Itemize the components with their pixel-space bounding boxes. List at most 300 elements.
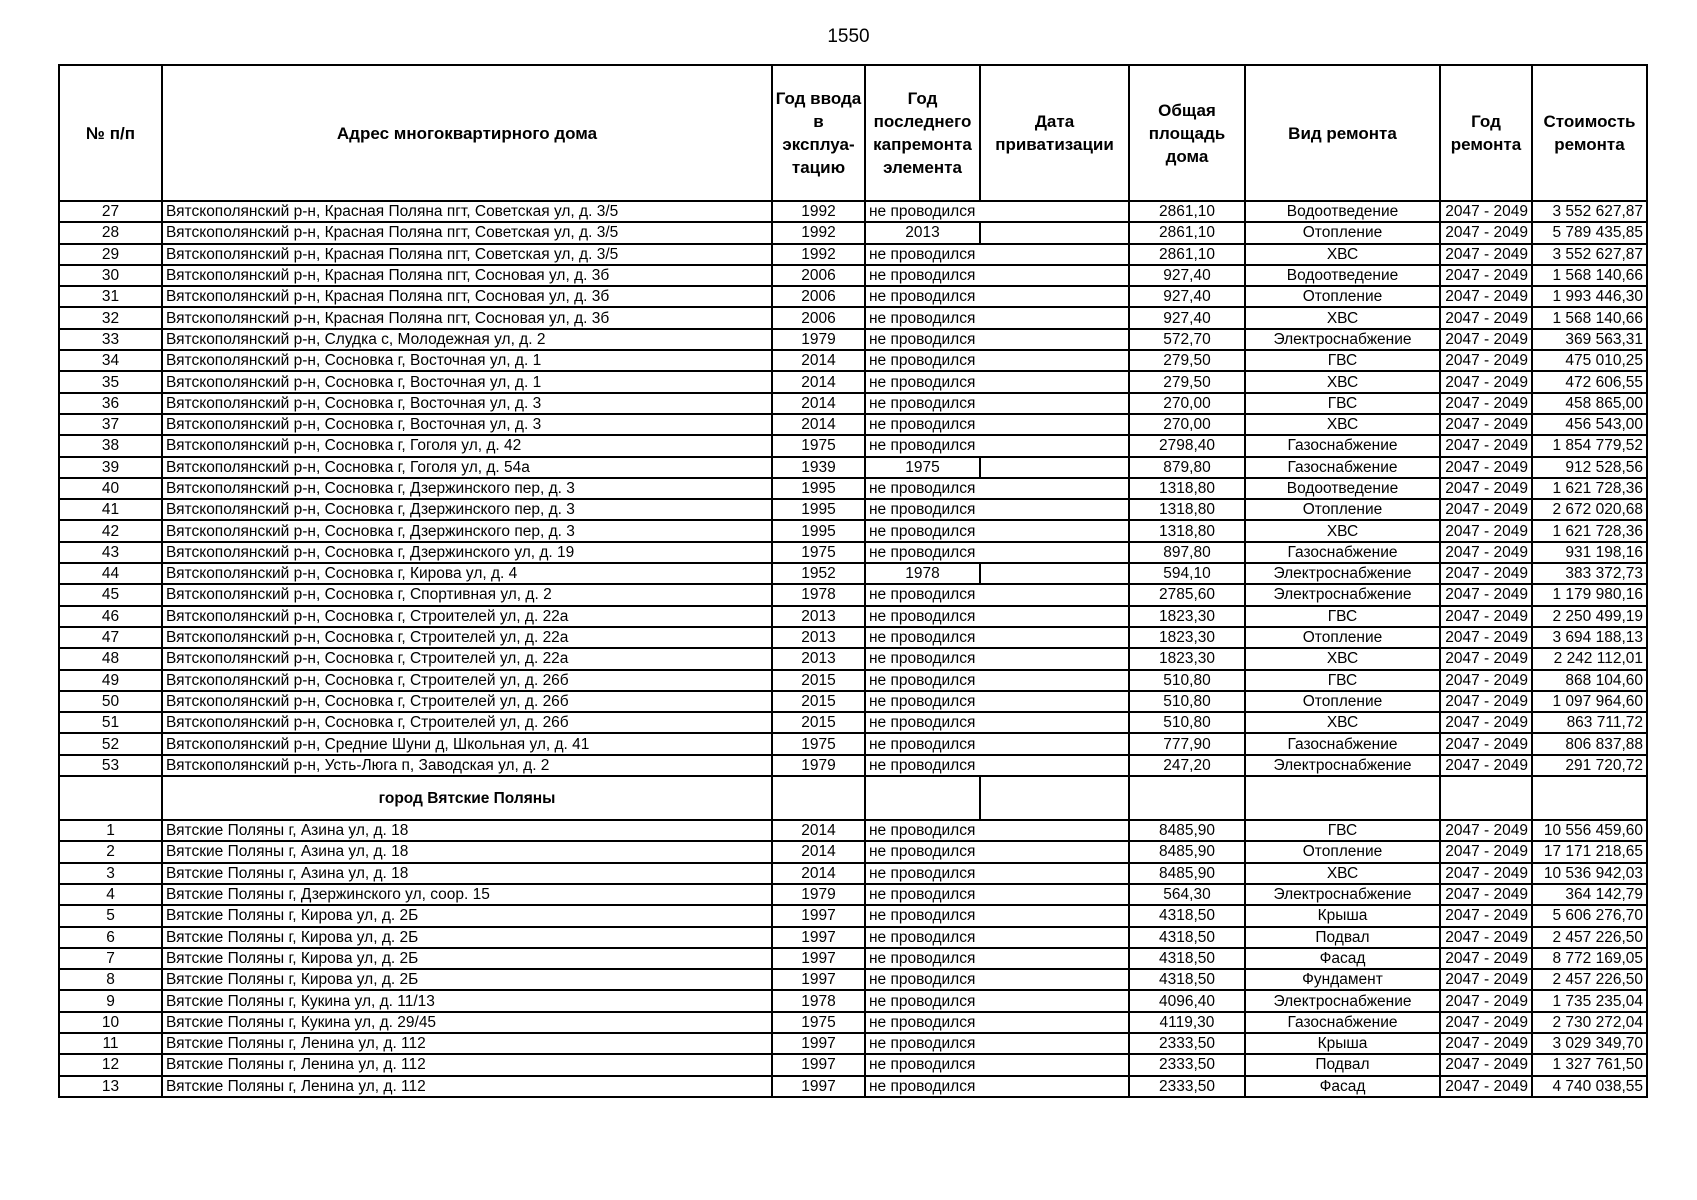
row-address: Вятскополянский р-н, Сосновка г, Строителей ул, д. 22а [162, 606, 772, 627]
row-last-repair: не проводился [865, 1054, 980, 1075]
row-num: 45 [59, 584, 162, 605]
header-year-last-repair: Год последнего капремонта элемента [865, 65, 980, 201]
row-repair-type: ХВС [1245, 648, 1440, 669]
row-last-repair: не проводился [865, 820, 980, 841]
row-address: Вятские Поляны г, Кирова ул, д. 2Б [162, 905, 772, 926]
row-address: Вятскополянский р-н, Красная Поляна пгт, Советская ул, д. 3/5 [162, 201, 772, 222]
row-repair-type: Водоотведение [1245, 265, 1440, 286]
row-area: 2861,10 [1129, 201, 1245, 222]
row-area: 564,30 [1129, 884, 1245, 905]
row-num: 43 [59, 542, 162, 563]
section-empty-cell [1129, 776, 1245, 820]
row-area: 777,90 [1129, 733, 1245, 754]
row-privatization [980, 948, 1129, 969]
row-last-repair: не проводился [865, 648, 980, 669]
row-area: 270,00 [1129, 414, 1245, 435]
row-num: 44 [59, 563, 162, 584]
table-row [59, 691, 1647, 712]
row-address: Вятские Поляны г, Кирова ул, д. 2Б [162, 948, 772, 969]
row-last-repair: не проводился [865, 286, 980, 307]
row-year-built: 1978 [772, 584, 865, 605]
row-address: Вятские Поляны г, Кукина ул, д. 11/13 [162, 990, 772, 1011]
header-total-area: Общая площадь дома [1129, 65, 1245, 201]
row-area: 2333,50 [1129, 1076, 1245, 1097]
row-last-repair: 1978 [865, 563, 980, 584]
row-area: 2798,40 [1129, 435, 1245, 456]
row-repair-type: Отопление [1245, 691, 1440, 712]
row-repair-year: 2047 - 2049 [1440, 520, 1532, 541]
row-area: 4318,50 [1129, 948, 1245, 969]
row-cost: 458 865,00 [1532, 393, 1647, 414]
row-privatization [980, 371, 1129, 392]
table-row [59, 499, 1647, 520]
row-area: 1318,80 [1129, 499, 1245, 520]
row-repair-year: 2047 - 2049 [1440, 820, 1532, 841]
table-row [59, 1054, 1647, 1075]
row-year-built: 1997 [772, 905, 865, 926]
row-last-repair: не проводился [865, 670, 980, 691]
row-area: 927,40 [1129, 307, 1245, 328]
row-num: 41 [59, 499, 162, 520]
row-area: 4318,50 [1129, 905, 1245, 926]
row-num: 1 [59, 820, 162, 841]
row-privatization [980, 1076, 1129, 1097]
row-cost: 931 198,16 [1532, 542, 1647, 563]
table-row [59, 542, 1647, 563]
row-repair-type: Отопление [1245, 222, 1440, 243]
table-row [59, 1076, 1647, 1097]
row-cost: 806 837,88 [1532, 733, 1647, 754]
row-repair-year: 2047 - 2049 [1440, 1076, 1532, 1097]
row-last-repair: не проводился [865, 755, 980, 776]
row-address: Вятские Поляны г, Азина ул, д. 18 [162, 863, 772, 884]
row-area: 4318,50 [1129, 927, 1245, 948]
row-privatization [980, 884, 1129, 905]
section-empty-cell [1532, 776, 1647, 820]
row-repair-year: 2047 - 2049 [1440, 307, 1532, 328]
row-address: Вятские Поляны г, Азина ул, д. 18 [162, 841, 772, 862]
row-last-repair: не проводился [865, 841, 980, 862]
row-privatization [980, 648, 1129, 669]
row-privatization [980, 627, 1129, 648]
row-repair-type: ГВС [1245, 393, 1440, 414]
row-repair-year: 2047 - 2049 [1440, 969, 1532, 990]
row-repair-year: 2047 - 2049 [1440, 350, 1532, 371]
row-year-built: 1952 [772, 563, 865, 584]
row-last-repair: 1975 [865, 457, 980, 478]
header-num: № п/п [59, 65, 162, 201]
row-privatization [980, 265, 1129, 286]
row-repair-year: 2047 - 2049 [1440, 222, 1532, 243]
table-row [59, 670, 1647, 691]
row-num: 4 [59, 884, 162, 905]
row-area: 1318,80 [1129, 520, 1245, 541]
row-year-built: 2006 [772, 286, 865, 307]
row-address: Вятскополянский р-н, Красная Поляна пгт, Советская ул, д. 3/5 [162, 244, 772, 265]
row-last-repair: не проводился [865, 733, 980, 754]
row-num: 2 [59, 841, 162, 862]
row-address: Вятскополянский р-н, Сосновка г, Дзержинского пер, д. 3 [162, 499, 772, 520]
row-repair-year: 2047 - 2049 [1440, 201, 1532, 222]
row-address: Вятскополянский р-н, Сосновка г, Дзержинского пер, д. 3 [162, 478, 772, 499]
row-last-repair: не проводился [865, 244, 980, 265]
row-area: 8485,90 [1129, 863, 1245, 884]
row-repair-type: ХВС [1245, 307, 1440, 328]
row-last-repair: не проводился [865, 307, 980, 328]
table-row [59, 948, 1647, 969]
row-cost: 2 730 272,04 [1532, 1012, 1647, 1033]
row-num: 37 [59, 414, 162, 435]
row-cost: 2 250 499,19 [1532, 606, 1647, 627]
row-cost: 364 142,79 [1532, 884, 1647, 905]
row-cost: 10 536 942,03 [1532, 863, 1647, 884]
row-num: 10 [59, 1012, 162, 1033]
row-repair-type: Подвал [1245, 1054, 1440, 1075]
row-num: 12 [59, 1054, 162, 1075]
row-cost: 475 010,25 [1532, 350, 1647, 371]
header-year-built: Год ввода в эксплуа-тацию [772, 65, 865, 201]
table-row [59, 755, 1647, 776]
row-address: Вятскополянский р-н, Сосновка г, Дзержинского ул, д. 19 [162, 542, 772, 563]
row-year-built: 1975 [772, 435, 865, 456]
row-privatization [980, 393, 1129, 414]
row-area: 8485,90 [1129, 841, 1245, 862]
row-last-repair: не проводился [865, 606, 980, 627]
row-num: 47 [59, 627, 162, 648]
row-repair-type: Фундамент [1245, 969, 1440, 990]
row-repair-year: 2047 - 2049 [1440, 478, 1532, 499]
row-year-built: 1975 [772, 733, 865, 754]
row-cost: 369 563,31 [1532, 329, 1647, 350]
row-last-repair: не проводился [865, 435, 980, 456]
row-cost: 1 568 140,66 [1532, 307, 1647, 328]
row-last-repair: не проводился [865, 371, 980, 392]
row-year-built: 1992 [772, 244, 865, 265]
row-cost: 456 543,00 [1532, 414, 1647, 435]
header-repair-year: Год ремонта [1440, 65, 1532, 201]
row-address: Вятскополянский р-н, Средние Шуни д, Школьная ул, д. 41 [162, 733, 772, 754]
row-cost: 1 621 728,36 [1532, 478, 1647, 499]
row-repair-year: 2047 - 2049 [1440, 1054, 1532, 1075]
row-last-repair: не проводился [865, 520, 980, 541]
row-cost: 912 528,56 [1532, 457, 1647, 478]
row-year-built: 1979 [772, 884, 865, 905]
row-repair-type: Крыша [1245, 905, 1440, 926]
row-privatization [980, 520, 1129, 541]
row-area: 1823,30 [1129, 606, 1245, 627]
row-area: 2785,60 [1129, 584, 1245, 605]
row-area: 1823,30 [1129, 627, 1245, 648]
row-cost: 1 621 728,36 [1532, 520, 1647, 541]
table-row [59, 371, 1647, 392]
row-cost: 1 735 235,04 [1532, 990, 1647, 1011]
row-last-repair: не проводился [865, 1033, 980, 1054]
row-year-built: 1979 [772, 755, 865, 776]
row-address: Вятскополянский р-н, Сосновка г, Спортивная ул, д. 2 [162, 584, 772, 605]
row-last-repair: не проводился [865, 1012, 980, 1033]
row-year-built: 1997 [772, 1054, 865, 1075]
row-area: 2861,10 [1129, 244, 1245, 265]
row-num: 6 [59, 927, 162, 948]
row-privatization [980, 969, 1129, 990]
row-address: Вятские Поляны г, Ленина ул, д. 112 [162, 1033, 772, 1054]
row-privatization [980, 350, 1129, 371]
row-last-repair: не проводился [865, 712, 980, 733]
row-repair-type: Газоснабжение [1245, 435, 1440, 456]
row-last-repair: не проводился [865, 350, 980, 371]
row-area: 594,10 [1129, 563, 1245, 584]
table-row [59, 584, 1647, 605]
row-privatization [980, 435, 1129, 456]
row-num: 32 [59, 307, 162, 328]
row-address: Вятскополянский р-н, Сосновка г, Восточная ул, д. 3 [162, 414, 772, 435]
row-cost: 10 556 459,60 [1532, 820, 1647, 841]
row-area: 279,50 [1129, 371, 1245, 392]
row-repair-type: Отопление [1245, 499, 1440, 520]
row-address: Вятские Поляны г, Кукина ул, д. 29/45 [162, 1012, 772, 1033]
row-year-built: 1978 [772, 990, 865, 1011]
table-row [59, 307, 1647, 328]
row-privatization [980, 499, 1129, 520]
row-repair-type: Крыша [1245, 1033, 1440, 1054]
header-privatization-date: Дата приватизации [980, 65, 1129, 201]
row-cost: 1 097 964,60 [1532, 691, 1647, 712]
row-privatization [980, 542, 1129, 563]
row-cost: 472 606,55 [1532, 371, 1647, 392]
row-area: 279,50 [1129, 350, 1245, 371]
row-year-built: 1997 [772, 948, 865, 969]
row-privatization [980, 1033, 1129, 1054]
row-area: 510,80 [1129, 670, 1245, 691]
row-privatization [980, 691, 1129, 712]
row-privatization [980, 905, 1129, 926]
row-cost: 17 171 218,65 [1532, 841, 1647, 862]
table-row [59, 606, 1647, 627]
row-repair-year: 2047 - 2049 [1440, 691, 1532, 712]
row-area: 270,00 [1129, 393, 1245, 414]
table-row [59, 201, 1647, 222]
section-empty-cell [865, 776, 980, 820]
row-last-repair: не проводился [865, 691, 980, 712]
row-repair-type: Фасад [1245, 1076, 1440, 1097]
row-cost: 2 457 226,50 [1532, 969, 1647, 990]
row-repair-type: Электроснабжение [1245, 563, 1440, 584]
row-year-built: 2013 [772, 648, 865, 669]
row-address: Вятскополянский р-н, Сосновка г, Гоголя ул, д. 54а [162, 457, 772, 478]
row-address: Вятскополянский р-н, Слудка с, Молодежная ул, д. 2 [162, 329, 772, 350]
table-row [59, 563, 1647, 584]
row-area: 572,70 [1129, 329, 1245, 350]
row-num: 30 [59, 265, 162, 286]
row-num: 35 [59, 371, 162, 392]
row-repair-type: ХВС [1245, 371, 1440, 392]
repair-table [58, 64, 1648, 1098]
table-row [59, 1033, 1647, 1054]
row-cost: 1 179 980,16 [1532, 584, 1647, 605]
row-area: 879,80 [1129, 457, 1245, 478]
table-row [59, 329, 1647, 350]
row-last-repair: не проводился [865, 584, 980, 605]
row-year-built: 2013 [772, 606, 865, 627]
row-address: Вятскополянский р-н, Сосновка г, Восточная ул, д. 1 [162, 371, 772, 392]
row-repair-year: 2047 - 2049 [1440, 1033, 1532, 1054]
row-repair-year: 2047 - 2049 [1440, 457, 1532, 478]
section-row [59, 776, 1647, 820]
row-repair-year: 2047 - 2049 [1440, 329, 1532, 350]
row-repair-type: ХВС [1245, 244, 1440, 265]
row-year-built: 1995 [772, 478, 865, 499]
row-repair-type: Газоснабжение [1245, 733, 1440, 754]
row-repair-type: Водоотведение [1245, 201, 1440, 222]
row-repair-type: ХВС [1245, 712, 1440, 733]
row-area: 2861,10 [1129, 222, 1245, 243]
row-address: Вятские Поляны г, Дзержинского ул, соор. 15 [162, 884, 772, 905]
row-address: Вятскополянский р-н, Сосновка г, Дзержинского пер, д. 3 [162, 520, 772, 541]
row-num: 9 [59, 990, 162, 1011]
row-address: Вятские Поляны г, Ленина ул, д. 112 [162, 1054, 772, 1075]
row-repair-type: Электроснабжение [1245, 884, 1440, 905]
section-empty-cell [772, 776, 865, 820]
row-area: 510,80 [1129, 691, 1245, 712]
row-year-built: 1979 [772, 329, 865, 350]
table-header [59, 65, 1647, 201]
row-repair-type: ГВС [1245, 820, 1440, 841]
row-year-built: 2014 [772, 863, 865, 884]
row-address: Вятскополянский р-н, Красная Поляна пгт, Сосновая ул, д. 3б [162, 286, 772, 307]
row-privatization [980, 712, 1129, 733]
row-cost: 1 854 779,52 [1532, 435, 1647, 456]
table-row [59, 435, 1647, 456]
row-repair-type: ГВС [1245, 670, 1440, 691]
row-cost: 3 552 627,87 [1532, 244, 1647, 265]
row-num: 42 [59, 520, 162, 541]
row-cost: 4 740 038,55 [1532, 1076, 1647, 1097]
row-address: Вятские Поляны г, Кирова ул, д. 2Б [162, 969, 772, 990]
row-repair-type: Отопление [1245, 286, 1440, 307]
row-privatization [980, 307, 1129, 328]
row-last-repair: не проводился [865, 905, 980, 926]
table-row [59, 457, 1647, 478]
row-last-repair: не проводился [865, 329, 980, 350]
row-repair-year: 2047 - 2049 [1440, 265, 1532, 286]
row-year-built: 2013 [772, 627, 865, 648]
row-num: 53 [59, 755, 162, 776]
row-cost: 2 242 112,01 [1532, 648, 1647, 669]
row-num: 7 [59, 948, 162, 969]
row-last-repair: не проводился [865, 948, 980, 969]
row-address: Вятскополянский р-н, Красная Поляна пгт, Советская ул, д. 3/5 [162, 222, 772, 243]
row-num: 38 [59, 435, 162, 456]
table-row [59, 627, 1647, 648]
row-year-built: 2014 [772, 841, 865, 862]
table-row [59, 393, 1647, 414]
row-year-built: 1975 [772, 542, 865, 563]
row-address: Вятскополянский р-н, Красная Поляна пгт, Сосновая ул, д. 3б [162, 265, 772, 286]
row-repair-year: 2047 - 2049 [1440, 948, 1532, 969]
row-num: 33 [59, 329, 162, 350]
row-area: 510,80 [1129, 712, 1245, 733]
row-area: 2333,50 [1129, 1033, 1245, 1054]
row-num: 8 [59, 969, 162, 990]
row-privatization [980, 584, 1129, 605]
row-cost: 1 568 140,66 [1532, 265, 1647, 286]
table-row [59, 969, 1647, 990]
table-row [59, 841, 1647, 862]
table-row [59, 222, 1647, 243]
row-repair-type: Водоотведение [1245, 478, 1440, 499]
row-num: 40 [59, 478, 162, 499]
row-num: 49 [59, 670, 162, 691]
row-repair-type: ГВС [1245, 350, 1440, 371]
section-empty-cell [980, 776, 1129, 820]
row-repair-type: Газоснабжение [1245, 542, 1440, 563]
table-row [59, 820, 1647, 841]
table-row [59, 884, 1647, 905]
row-year-built: 1997 [772, 969, 865, 990]
row-num: 3 [59, 863, 162, 884]
table-body [59, 201, 1647, 1097]
row-area: 4096,40 [1129, 990, 1245, 1011]
row-year-built: 2014 [772, 371, 865, 392]
table-row [59, 1012, 1647, 1033]
row-repair-year: 2047 - 2049 [1440, 563, 1532, 584]
row-year-built: 1995 [772, 499, 865, 520]
row-last-repair: не проводился [865, 393, 980, 414]
row-repair-type: ХВС [1245, 863, 1440, 884]
row-year-built: 2014 [772, 350, 865, 371]
row-address: Вятские Поляны г, Азина ул, д. 18 [162, 820, 772, 841]
row-address: Вятскополянский р-н, Усть-Люга п, Заводская ул, д. 2 [162, 755, 772, 776]
row-cost: 1 993 446,30 [1532, 286, 1647, 307]
row-repair-year: 2047 - 2049 [1440, 755, 1532, 776]
row-repair-year: 2047 - 2049 [1440, 733, 1532, 754]
row-address: Вятскополянский р-н, Сосновка г, Кирова ул, д. 4 [162, 563, 772, 584]
row-year-built: 2006 [772, 307, 865, 328]
row-repair-type: ХВС [1245, 414, 1440, 435]
row-year-built: 2014 [772, 820, 865, 841]
row-last-repair: не проводился [865, 969, 980, 990]
section-empty-cell [1245, 776, 1440, 820]
row-num: 5 [59, 905, 162, 926]
row-address: Вятскополянский р-н, Сосновка г, Строителей ул, д. 22а [162, 627, 772, 648]
table-row [59, 520, 1647, 541]
row-area: 4318,50 [1129, 969, 1245, 990]
table-row [59, 712, 1647, 733]
row-year-built: 2015 [772, 670, 865, 691]
row-privatization [980, 563, 1129, 584]
row-address: Вятскополянский р-н, Сосновка г, Строителей ул, д. 26б [162, 691, 772, 712]
row-year-built: 2014 [772, 393, 865, 414]
row-area: 897,80 [1129, 542, 1245, 563]
row-address: Вятскополянский р-н, Сосновка г, Гоголя ул, д. 42 [162, 435, 772, 456]
row-year-built: 2015 [772, 691, 865, 712]
row-cost: 291 720,72 [1532, 755, 1647, 776]
row-year-built: 1975 [772, 1012, 865, 1033]
row-privatization [980, 733, 1129, 754]
row-last-repair: не проводился [865, 884, 980, 905]
row-repair-year: 2047 - 2049 [1440, 841, 1532, 862]
row-repair-type: Электроснабжение [1245, 329, 1440, 350]
row-last-repair: не проводился [865, 927, 980, 948]
row-cost: 5 606 276,70 [1532, 905, 1647, 926]
row-repair-year: 2047 - 2049 [1440, 712, 1532, 733]
table-row [59, 244, 1647, 265]
row-year-built: 1997 [772, 1076, 865, 1097]
header-address: Адрес многоквартирного дома [162, 65, 772, 201]
row-last-repair: не проводился [865, 627, 980, 648]
row-num: 27 [59, 201, 162, 222]
row-area: 1823,30 [1129, 648, 1245, 669]
